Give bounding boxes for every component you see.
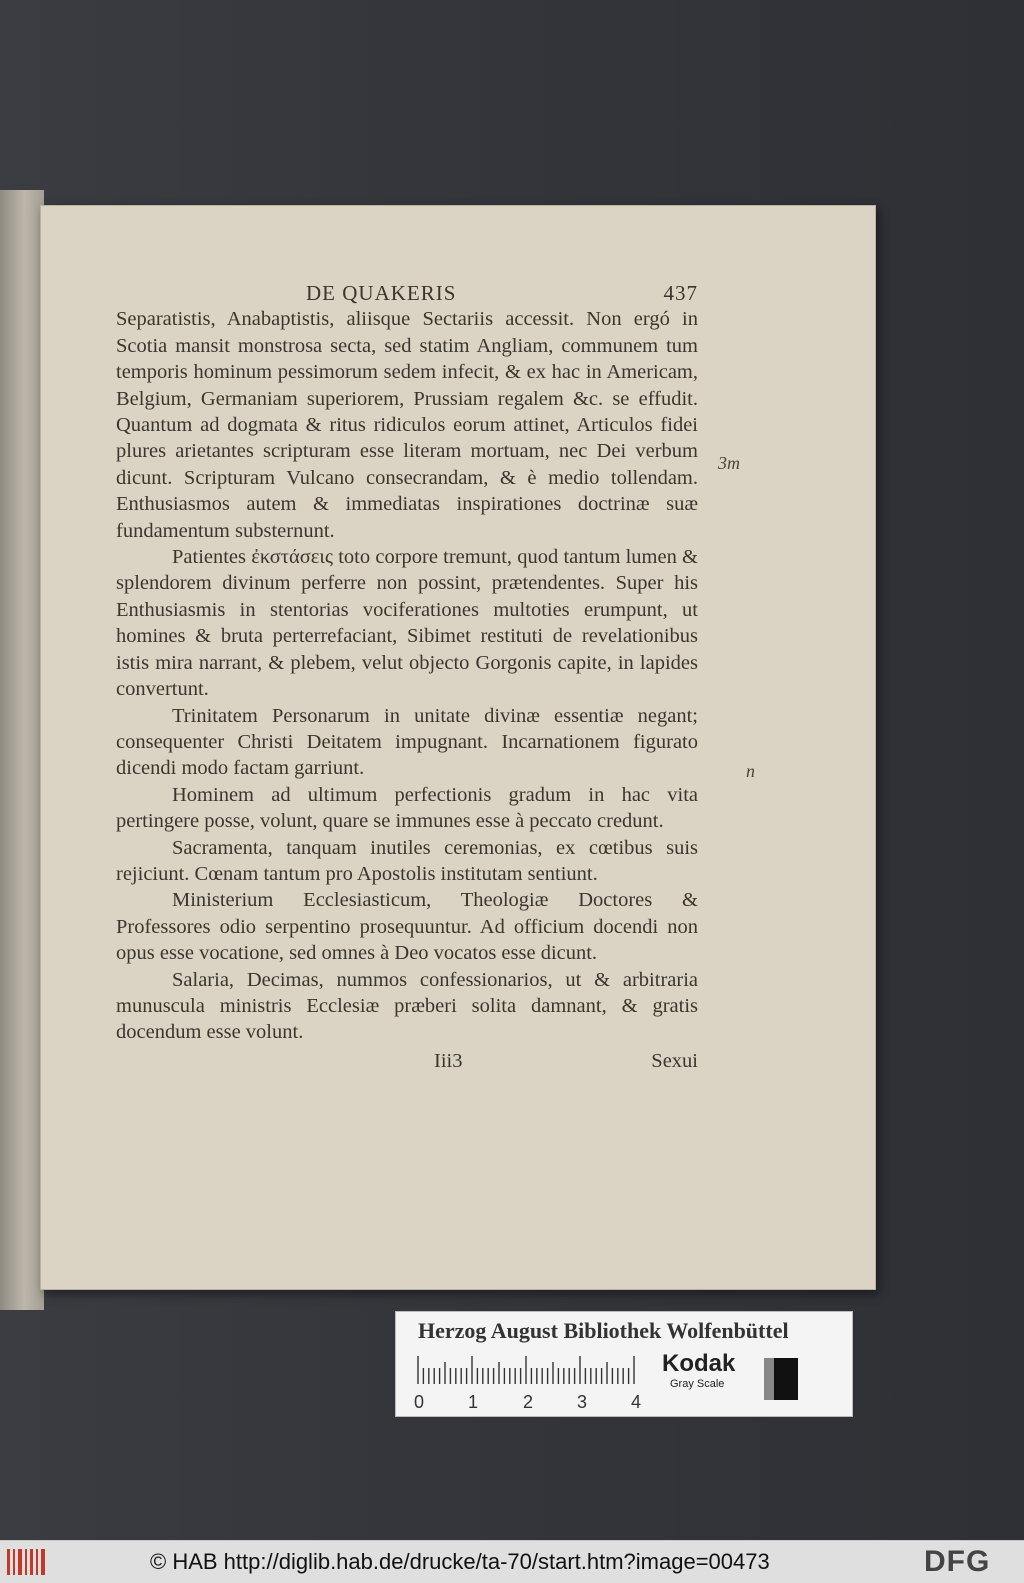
ruler-icon (416, 1354, 638, 1384)
margin-note: n (746, 761, 755, 781)
paragraph: Sacramenta, tanquam inutiles ceremonias, ex cœtibus suis rejiciunt. Cœnam tantum pro Apostolis institutam sentiunt. (116, 836, 698, 885)
ruler-number: 4 (631, 1392, 642, 1412)
ruler-number: 1 (468, 1392, 479, 1412)
ruler-number: 2 (523, 1392, 534, 1412)
left-page-edge (0, 190, 44, 1310)
paragraph: Ministerium Ecclesiasticum, Theologiæ Doctores & Professores odio serpentino prosequuntur. Ad officium docendi non opus esse vocatione, sed omnes à Deo vocatos esse dicunt. (116, 889, 698, 965)
dfg-logo: DFG (924, 1545, 991, 1578)
body-text (116, 306, 698, 1045)
gray-scale-label: Gray Scale (670, 1378, 725, 1390)
ruler-number: 0 (414, 1392, 425, 1412)
ruler-numbers (412, 1392, 652, 1414)
gray-swatch-icon (764, 1358, 798, 1400)
kodak-brand: Kodak (662, 1350, 736, 1377)
library-label (395, 1311, 853, 1417)
ruler-number: 3 (577, 1392, 588, 1412)
footer-bar (0, 1540, 1024, 1583)
paragraph: Salaria, Decimas, nummos confessionarios, ut & arbitraria munuscula ministris Ecclesiæ præberi solita damnant, & gratis docendum esse volunt. (116, 968, 698, 1044)
page-number: 437 (663, 281, 698, 305)
paragraph: Patientes ἐκστάσεις toto corpore tremunt, quod tantum lumen & splendorem divinum perferre non possint, prætendentes. Super his Enthusiasmis in stentorias vociferationes multoties erumpunt, ut homines & bruta perterrefaciant, Sibimet restituti de revelationibus istis mira narrant, & plebem, velut objecto Gorgonis capite, in lapides convertunt. (116, 546, 698, 701)
catchword: Sexui (651, 1049, 698, 1072)
page-text-block (116, 280, 698, 1074)
paragraph: Hominem ad ultimum perfectionis gradum in hac vita pertingere posse, volunt, quare se immunes esse à peccato credunt. (116, 783, 698, 833)
running-title: DE QUAKERIS (306, 281, 457, 305)
margin-note: 3m (718, 453, 740, 473)
paragraph: Separatistis, Anabaptistis, aliisque Sectariis accessit. Non ergó in Scotia mansit monstrosa secta, sed statim Angliam, communem tum temporis hominum pessimorum sedem infecit, & ex hac in Americam, Belgium, Germaniam superiorem, Prussiam regalem &c. se effudit. Quantum ad dogmata & ritus ridiculos eorum attinet, Articulos fidei plures arietantes scripturam esse literam mortuam, nec Dei verbum dicunt. Scripturam Vulcano consecrandam, & è medio tollendam. Enthusiasmos autem & immediatas inspirationes doctrinæ suæ fundamentum substernunt. (116, 308, 698, 542)
book-page (40, 205, 876, 1290)
institution-name: Herzog August Bibliothek Wolfenbüttel (418, 1318, 789, 1343)
barcode-icon (6, 1547, 48, 1577)
copyright-link[interactable]: © HAB http://diglib.hab.de/drucke/ta-70/start.htm?image=00473 (150, 1549, 770, 1574)
page-footer (116, 1048, 698, 1074)
running-header (116, 280, 698, 306)
paragraph: Trinitatem Personarum in unitate divinæ essentiæ negant; consequenter Christi Deitatem impugnant. Incarnationem figurato dicendi modo factam garriunt. (116, 704, 698, 780)
signature-mark: Iii3 (434, 1049, 463, 1072)
